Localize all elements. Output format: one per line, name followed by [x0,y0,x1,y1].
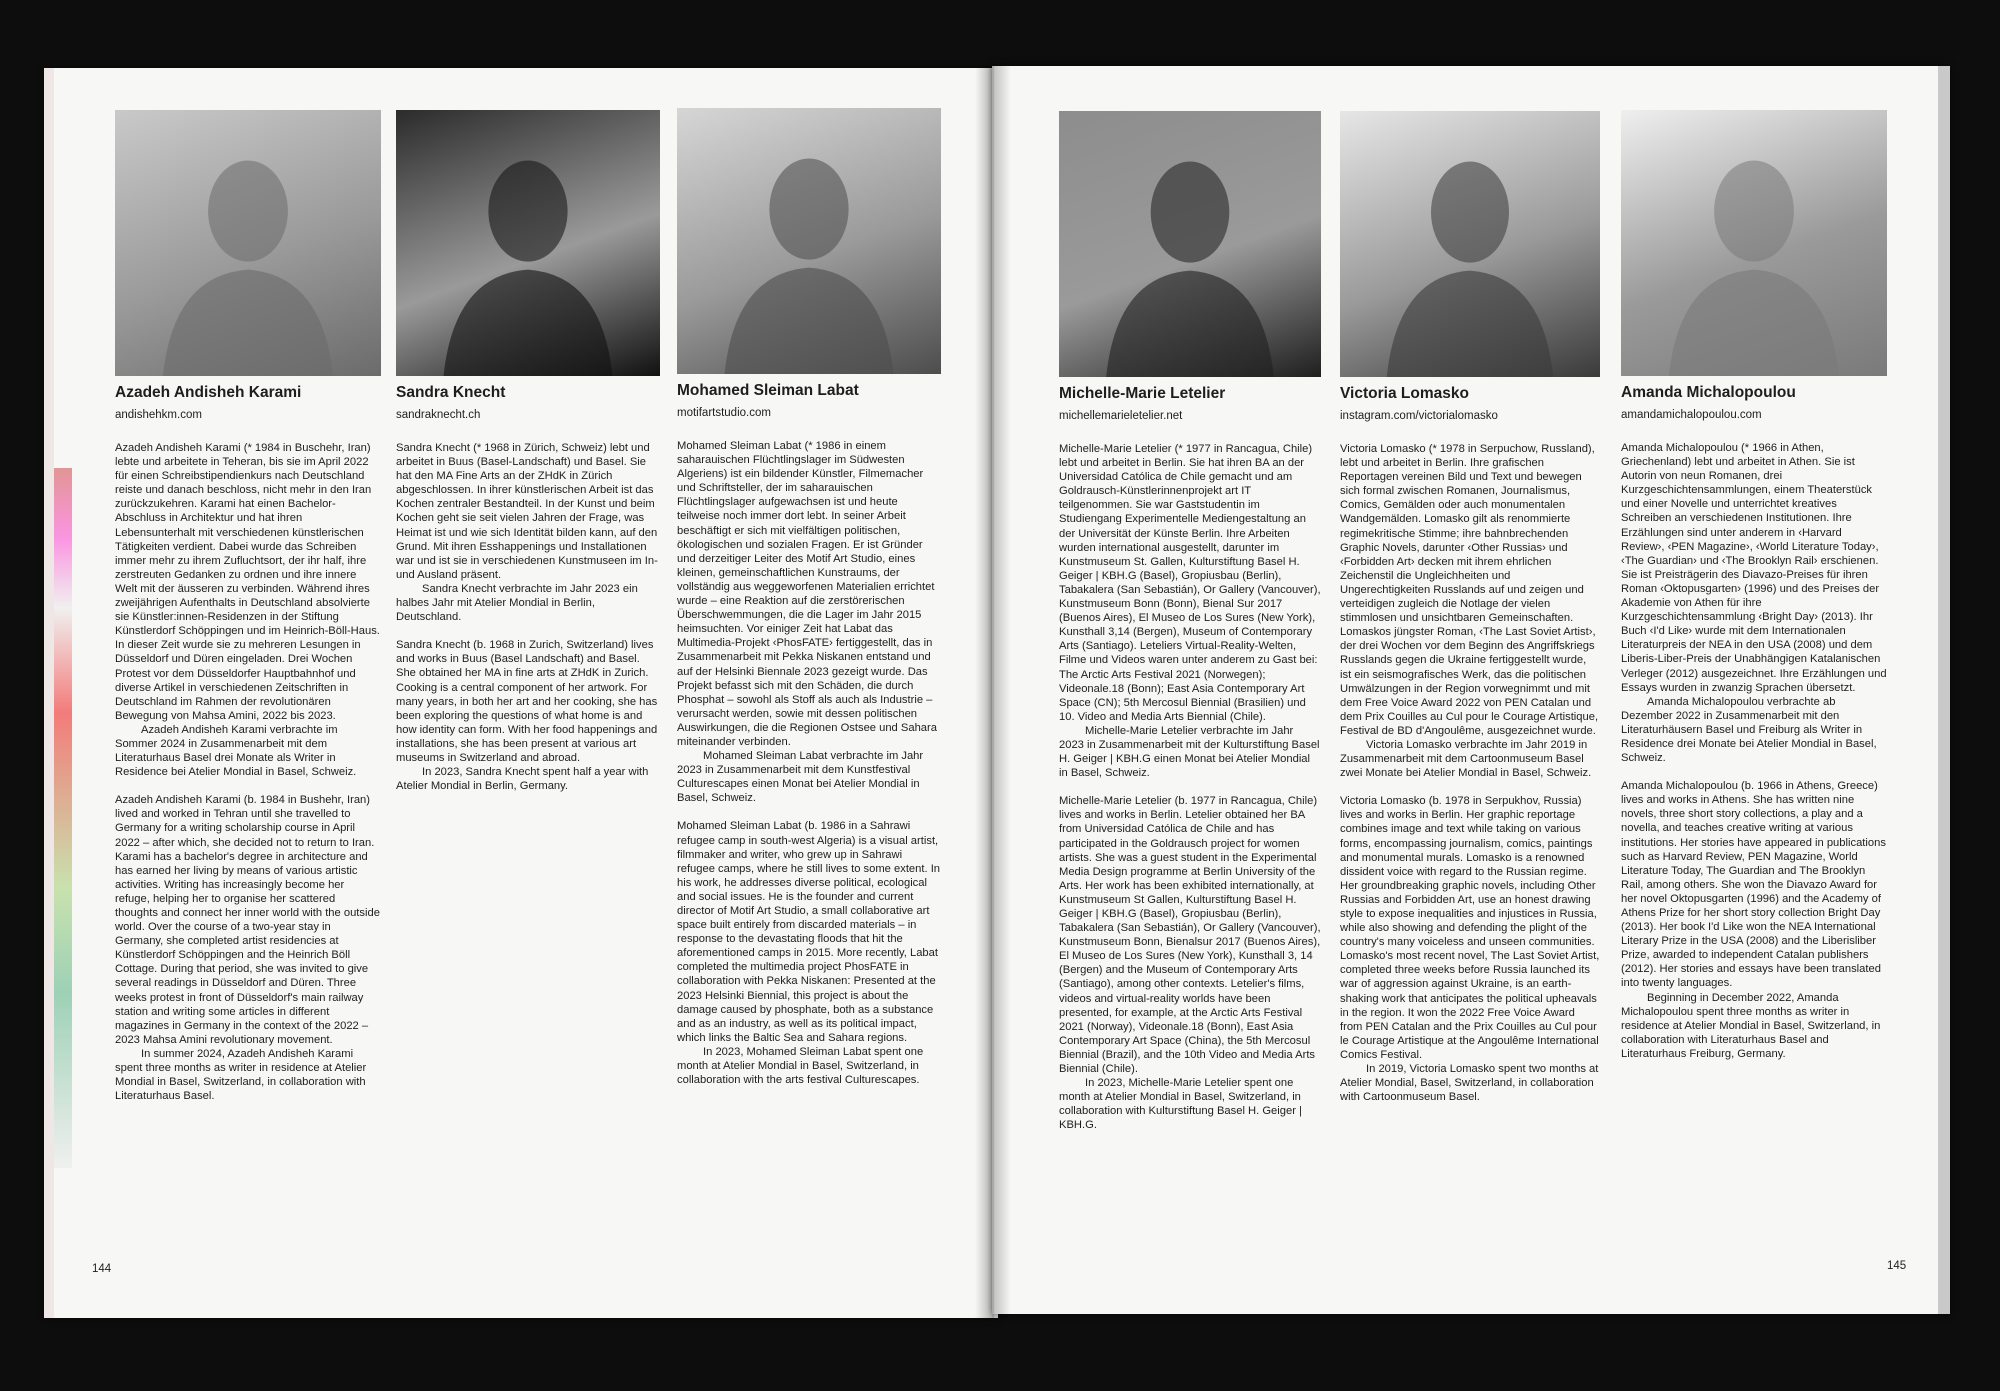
artist-website-link[interactable]: michellemarieletelier.net [1059,410,1183,422]
bio-paragraph: Michelle-Marie Letelier verbrachte im Jahr 2023 in Zusammenarbeit mit der Kulturstiftung Basel H. Geiger | KBH.G einen Monat bei Atelier Mondial in Basel, Schweiz. [1059,724,1320,780]
artist-name: Amanda Michalopoulou [1621,384,1796,401]
artist-website-link[interactable]: instagram.com/victorialomasko [1340,410,1498,422]
artist-website-link[interactable]: motifartstudio.com [677,407,771,419]
book-gutter [975,66,1011,1318]
portrait-photo [396,110,660,376]
artist-website-link[interactable]: andishehkm.com [115,409,202,421]
artist-name: Mohamed Sleiman Labat [677,382,859,399]
bio-paragraph: Azadeh Andisheh Karami (b. 1984 in Bushehr, Iran) lived and worked in Tehran until she travelled to Germany for a writing scholarship course in April 2022 – after which, she decided not to return to Iran. Karami has a bachelor's degree in architecture and has earned her living by means of various artistic activities. Writing has increasingly become her refuge, helping her to organise her scattered thoughts and connect her inner world with the outside world. Over the course of a two-year stay in Germany, she completed artist residencies at Künstlerdorf Schöppingen and the Heinrich Böll Cottage. During that period, she was invited to give several readings in Düsseldorf and Düren. Three weeks protest in front of Düsseldorf's main railway station and writing some articles in different magazines in Germany in the context of the 2022 – 2023 Mahsa Amini revolutionary movement. [115,794,380,1046]
bio-paragraph: Victoria Lomasko (* 1978 in Serpuchow, Russland), lebt und arbeitet in Berlin. Ihre grafischen Reportagen vereinen Bild und Text und bewegen sich formal zwischen Romanen, Journalismus, Comics, Gemälden oder auch monumentalen Wandgemälden. Lomasko gilt als renommierte regimekritische Stimme; ihre bahnbrechenden Graphic Novels, darunter ‹Other Russias› und ‹Forbidden Art› decken mit ihrem ehrlichen Zeichenstil die Ungleichheiten und Ungerechtigkeiten Russlands auf und zeigen und verteidigen zugleich die Notlage der vielen stimmlosen und unsichtbaren Gemeinschaften. Lomaskos jüngster Roman, ‹The Last Soviet Artist›, der drei Wochen vor dem Beginn des Angriffskriegs Russlands gegen die Ukraine fertiggestellt wurde, ist ein seismografisches Werk, das die politischen Umwälzungen in der Region vorwegnimmt und mit dem Free Voice Award 2022 von PEN Catalan und dem Prix Couilles au Cul pour le Courage Artistique, Festival de BD d'Angoulême, ausgezeichnet wurde. [1340,443,1599,737]
bio-entry [396,110,660,793]
bio-paragraph: Victoria Lomasko verbrachte im Jahr 2019 in Zusammenarbeit mit dem Cartoonmuseum Basel zwei Monate bei Atelier Mondial in Basel, Schweiz. [1340,738,1592,780]
bio-paragraph: Azadeh Andisheh Karami verbrachte im Sommer 2024 in Zusammenarbeit mit dem Literaturhaus Basel drei Monate als Writer in Residence bei Atelier Mondial in Basel, Schweiz. [115,723,357,779]
bio-paragraph: In summer 2024, Azadeh Andisheh Karami spent three months as writer in residence at Atelier Mondial in Basel, Switzerland, in collaboration with Literaturhaus Basel. [115,1047,367,1103]
bio-entry [1059,111,1321,1133]
bio-paragraph: In 2023, Michelle-Marie Letelier spent one month at Atelier Mondial in Basel, Switzerland, in collaboration with Kulturstiftung Basel H. Geiger | KBH.G. [1059,1077,1302,1132]
artist-website-link[interactable]: amandamichalopoulou.com [1621,409,1762,421]
bio-paragraph: In 2023, Mohamed Sleiman Labat spent one month at Atelier Mondial in Basel, Switzerland, in collaboration with the arts festival Culturescapes. [677,1045,924,1087]
bio-paragraph: Azadeh Andisheh Karami (* 1984 in Buschehr, Iran) lebte und arbeitete in Teheran, bis sie im April 2022 für einen Schreibstipendienkurs nach Deutschland reiste und danach beschloss, nicht mehr in den Iran zurückzukehren. Karami hat einen Bachelor-Abschluss in Architektur und hat ihren Lebensunterhalt mit verschiedenen künstlerischen Tätigkeiten verdient. Dabei wurde das Schreiben immer mehr zu ihrem Zufluchtsort, der ihr half, ihre zerstreuten Gedanken zu ordnen und ihre innere Welt mit der äusseren zu verbinden. Während ihres zweijährigen Aufenthalts in Deutschland absolvierte sie Künstler:innen-Residenzen in der Stiftung Künstlerdorf Schöppingen und im Heinrich-Böll-Haus. In dieser Zeit wurde sie zu mehreren Lesungen in Düsseldorf und Düren eingeladen. Drei Wochen Protest vor dem Düsseldorfer Hauptbahnhof und diverse Artikel in verschiedenen Zeitschriften in Deutschland im Rahmen der revolutionären Bewegung von Mahsa Amini, 2022 bis 2023. [115,442,380,722]
bio-text [1621,441,1887,1061]
portrait-man-scarf-icon [677,108,941,374]
portrait-photo [1340,111,1600,377]
artist-name: Sandra Knecht [396,384,506,401]
artist-name: Michelle-Marie Letelier [1059,385,1226,402]
bio-paragraph: Mohamed Sleiman Labat verbrachte im Jahr 2023 in Zusammenarbeit mit dem Kunstfestival Culturescapes einen Monat bei Atelier Mondial in Basel, Schweiz. [677,750,924,805]
bio-paragraph: Beginning in December 2022, Amanda Michalopoulou spent three months as writer in residence at Atelier Mondial in Basel, Switzerland, in collaboration with Literaturhaus Basel and Literaturhaus Freiburg, Germany. [1621,991,1881,1060]
portrait-photo [1621,110,1887,376]
bio-paragraph: In 2019, Victoria Lomasko spent two months at Atelier Mondial, Basel, Switzerland, in collaboration with Cartoonmuseum Basel. [1340,1063,1599,1104]
portrait-man-with-goat-icon [396,110,660,376]
bio-text [677,439,941,1087]
portrait-woman-earrings-icon [1340,111,1600,377]
bio-entry [115,110,381,1103]
portrait-photo [677,108,941,374]
bio-paragraph: Mohamed Sleiman Labat (* 1986 in einem saharauischen Flüchtlingslager im Südwesten Algeriens) ist ein bildender Künstler, Filmemacher und Schriftsteller, der im saharauischen Flüchtlingslager aufgewachsen ist und heute teilweise noch immer dort lebt. In seiner Arbeit beschäftigt er sich mit vielfältigen politischen, ökologischen und sozialen Fragen. Er ist Gründer und derzeitiger Leiter des Motif Art Studio, eines kleinen, gemeinschaftlichen Kunstraums, der vollständig aus weggeworfenen Materialien errichtet wurde – eine Reaktion auf die zerstörerischen Überschwemmungen, die die Lager im Jahr 2015 heimsuchten. Vor einiger Zeit hat Labat das Multimedia-Projekt ‹PhosFATE› fertiggestellt, das in Zusammenarbeit mit Pekka Niskanen entstand und auf der Helsinki Biennale 2023 gezeigt wurde. Das Projekt befasst sich mit den Schäden, die durch Phosphat – sowohl als Stoff als auch als Industrie – verursacht werden, sowie mit dessen politischen Auswirkungen, die die Regionen Ostsee und Sahara miteinander verbinden. [677,440,937,748]
bio-paragraph: Mohamed Sleiman Labat (b. 1986 in a Sahrawi refugee camp in south-west Algeria) is a visual artist, filmmaker and writer, who grew up in Sahrawi refugee camps, where he still lives to some extent. In his work, he addresses diverse political, ecological and social issues. He is the founder and current director of Motif Art Studio, a small collaborative art space built entirely from discarded materials – in response to the devastating floods that hit the aforementioned camps in 2015. More recently, Labat completed the multimedia project PhosFATE in collaboration with Pekka Niskanen: Presented at the 2023 Helsinki Biennial, this project is about the damage caused by phosphate, both as a substance and as an industry, as well as its political impact, which links the Baltic Sea and Sahara regions. [677,820,941,1044]
bio-entry [677,108,941,1087]
bio-entry [1621,110,1887,1061]
bio-text [1340,442,1600,1104]
bio-text [396,441,660,793]
bio-paragraph: Michelle-Marie Letelier (* 1977 in Rancagua, Chile) lebt und arbeitet in Berlin. Sie hat ihren BA an der Universidad Católica de Chile gemacht und am Goldrausch-Künstlerinnenprojekt art IT teilgenommen. Sie war Gaststudentin im Studiengang Experimentelle Mediengestaltung an der Universität der Künste Berlin. Ihre Arbeiten wurden international ausgestellt, darunter im Kunstmuseum St. Gallen, Kulturstiftung Basel H. Geiger | KBH.G (Basel), Gropiusbau (Berlin), Tabakalera (San Sebastián), Or Gallery (Vancouver), Kunstmuseum Bonn (Bonn), Bienal Sur 2017 (Buenos Aires), El Museo de Los Sures (New York), Kunsthall 3,14 (Bergen), Museum of Contemporary Arts (Santiago). Leteliers Virtual-Reality-Welten, Filme und Videos waren unter anderem zu Gast bei: The Arctic Arts Festival 2021 (Norwegen); Videonale.18 (Bonn); East Asia Contemporary Art Space (CN); 5th Mercosul Biennial (Brasilien) und 10. Video and Media Arts Biennial (Chile). [1059,443,1321,723]
portrait-woman-balcony-icon [115,110,381,376]
artist-website-link[interactable]: sandraknecht.ch [396,409,481,421]
bio-text [1059,442,1321,1133]
bio-text [115,441,381,1103]
portrait-woman-smiling-icon [1621,110,1887,376]
bio-paragraph: In 2023, Sandra Knecht spent half a year with Atelier Mondial in Berlin, Germany. [396,766,649,793]
bio-paragraph: Amanda Michalopoulou verbrachte ab Dezember 2022 in Zusammenarbeit mit den Literaturhäusern Basel und Freiburg als Writer in Residence drei Monate bei Atelier Mondial in Basel, Schweiz. [1621,695,1877,765]
edge-artwork [44,468,72,1168]
artist-name: Azadeh Andisheh Karami [115,384,302,401]
page-number-left: 144 [92,1263,112,1275]
artist-name: Victoria Lomasko [1340,385,1469,402]
bio-paragraph: Sandra Knecht (* 1968 in Zürich, Schweiz) lebt und arbeitet in Buus (Basel-Landschaft) und Basel. Sie hat den MA Fine Arts an der ZHdK in Zürich abgeschlossen. In ihrer künstlerischen Arbeit ist das Kochen zentraler Bestandteil. In der Kunst und beim Kochen geht sie seit vielen Jahren der Frage, was Heimat ist und wie sich Identität bilden kann, auf den Grund. Mit ihren Esshappenings und Installationen war und ist sie in verschiedenen Kunstmuseen im In- und Ausland präsent. [396,442,658,581]
bio-paragraph: Amanda Michalopoulou (* 1966 in Athen, Griechenland) lebt und arbeitet in Athen. Sie ist Autorin von neun Romanen, drei Kurzgeschichtensammlungen, einem Theaterstück und einer Novelle und unterrichtet kreatives Schreiben an verschiedenen Institutionen. Ihre Erzählungen sind unter anderem in ‹Harvard Review›, ‹PEN Magazine›, ‹World Literature Today›, ‹The Guardian› und ‹The Brooklyn Rail› erschienen. Sie ist Preisträgerin des Diavazo-Preises für ihren Roman ‹Oktopusgarten› (1996) und des Preises der Akademie von Athen für ihre Kurzgeschichtensammlung ‹Bright Day› (2013). Ihr Buch ‹I'd Like› wurde mit dem Internationalen Literaturpreis der NEA in den USA (2008) und dem Liberis-Liber-Preis der Unabhängigen Katalanischen Verleger (2012) ausgezeichnet. Ihre Erzählungen und Essays wurden in zwanzig Sprachen übersetzt. [1621,442,1887,694]
portrait-woman-veil-icon [1059,111,1321,377]
page-number-right: 145 [1887,1260,1907,1272]
portrait-photo [115,110,381,376]
bio-paragraph: Sandra Knecht (b. 1968 in Zurich, Switzerland) lives and works in Buus (Basel Landschaft) and Basel. She obtained her MA in fine arts at ZHdK in Zurich. Cooking is a central component of her artwork. For many years, in both her art and her cooking, she has been exploring the questions of what home is and how identity can form. With her food happenings and installations, she has been present at various art museums in Switzerland and abroad. [396,639,658,764]
bio-paragraph: Amanda Michalopoulou (b. 1966 in Athens, Greece) lives and works in Athens. She has written nine novels, three short story collections, a play and a novella, and teaches creative writing at various institutions. Her stories have appeared in publications such as Harvard Review, PEN Magazine, World Literature Today, The Guardian and The Brooklyn Rail, among others. She won the Diavazo Award for her novel Oktopusgarten (1996) and the Academy of Athens Prize for her short story collection Bright Day (2013). Her book I'd Like won the NEA International Literary Prize in the USA (2008) and the Liberisliber Prize, awarded to independent Catalan publishers (2012). Her stories and essays have been translated into twenty languages. [1621,780,1886,990]
portrait-photo [1059,111,1321,377]
bio-paragraph: Victoria Lomasko (b. 1978 in Serpukhov, Russia) lives and works in Berlin. Her graphic reportage combines image and text while taking on various forms, encompassing journalism, comics, paintings and monumental murals. Lomasko is a renowned dissident voice with regard to the Russian regime. Her groundbreaking graphic novels, including Other Russias and Forbidden Art, use an honest drawing style to expose inequalities and injustices in Russia, while also showing and defending the plight of the country's many voiceless and unseen communities. Lomasko's most recent novel, The Last Soviet Artist, completed three weeks before Russia launched its war of aggression against Ukraine, is an earth-shaking work that anticipates the political upheavals in the region. It won the 2022 Free Voice Award from PEN Catalan and the Prix Couilles au Cul pour le Courage Artistique at the Angoulême International Comics Festival. [1340,795,1600,1061]
bio-paragraph: Michelle-Marie Letelier (b. 1977 in Rancagua, Chile) lives and works in Berlin. Letelier obtained her BA from Universidad Católica de Chile and has participated in the Goldrausch project for women artists. She was a guest student in the Experimental Media Design programme at Berlin University of the Arts. Her work has been exhibited internationally, at Kunstmuseum St Gallen, Kulturstiftung Basel H. Geiger | KBH.G (Basel), Gropiusbau (Berlin), Tabakalera (San Sebastián), Or Gallery (Vancouver), Kunstmuseum Bonn, Bienalsur 2017 (Buenos Aires), El Museo de Los Sures (New York), Kunsthall 3, 14 (Bergen) and the Museum of Contemporary Arts (Santiago), among other contexts. Letelier's films, videos and virtual-reality worlds have been presented, for example, at the Arctic Arts Festival 2021 (Norway), Videonale.18 (Bonn), East Asia Contemporary Art Space (China), the 5th Mercosul Biennial (Brazil), and the 10th Video and Media Arts Biennial (Chile). [1059,795,1321,1076]
bio-entry [1340,111,1600,1104]
bio-paragraph: Sandra Knecht verbrachte im Jahr 2023 ein halbes Jahr mit Atelier Mondial in Berlin, Deutschland. [396,582,638,624]
